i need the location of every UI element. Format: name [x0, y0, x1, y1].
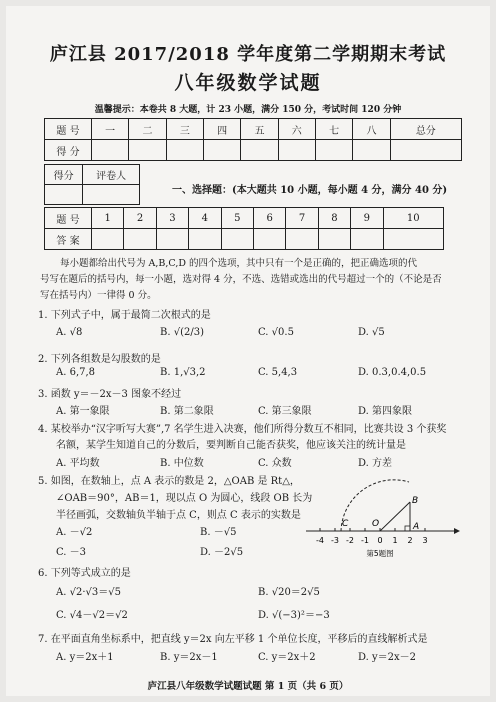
answer-cell: 1: [92, 208, 124, 229]
option[interactable]: C. 第三象限: [258, 406, 312, 417]
answer-cell: 5: [221, 208, 253, 229]
answer-table-header-row: [45, 208, 444, 229]
score-cell: 四: [203, 119, 240, 140]
score-table: [44, 118, 462, 161]
score-table-header-row: [45, 119, 462, 140]
option[interactable]: C. 5,4,3: [258, 367, 298, 378]
option[interactable]: D. 方差: [358, 458, 393, 469]
score-input-cell[interactable]: [241, 140, 278, 161]
answer-cell: 10: [383, 208, 443, 229]
score-cell: 七: [315, 119, 352, 140]
question-stem: 2. 下列各组数是勾股数的是: [38, 354, 161, 365]
answer-input-cell[interactable]: [156, 229, 188, 250]
question-stem-cont: ∠OAB＝90°，AB＝1，现以点 O 为圆心，线段 OB 长为: [56, 493, 313, 504]
option[interactable]: A. √2·√3＝√5: [56, 587, 121, 598]
option[interactable]: C. 众数: [258, 458, 292, 469]
score-input-cell[interactable]: [129, 140, 166, 161]
grader-label: 评卷人: [83, 165, 140, 185]
tick-label: -4: [316, 536, 324, 545]
answer-row-label: 答 案: [45, 229, 92, 250]
answer-input-cell[interactable]: [253, 229, 285, 250]
instruction-line: 每小题都给出代号为 A,B,C,D 的四个选项，其中只有一个是正确的，把正确选项的代: [60, 258, 417, 269]
score-input-cell[interactable]: [353, 140, 390, 161]
question-stem-cont: 半径画弧，交数轴负半轴于点 C，则点 C 表示的实数是: [56, 510, 301, 521]
option[interactable]: D. √(−3)²＝−3: [258, 610, 330, 621]
answer-cell: 2: [124, 208, 156, 229]
question-stem: 4. 某校举办“汉字听写大赛”,7 名学生进入决赛，他们所得分数互不相同，比赛共设 3 个获奖: [38, 424, 447, 435]
number-line-figure: [300, 470, 460, 560]
question-stem: 5. 如图，在数轴上，点 A 表示的数是 2，△OAB 是 Rt△，: [38, 476, 300, 487]
grader-score-label: 得分: [45, 165, 83, 185]
tick-label: 2: [407, 536, 413, 545]
tick-label: -1: [361, 536, 369, 545]
answer-input-cell[interactable]: [286, 229, 318, 250]
exam-title: 庐江县 2017/2018 学年度第二学期期末考试: [49, 44, 447, 65]
answer-cell: 题 号: [45, 208, 92, 229]
option[interactable]: A. y＝2x＋1: [56, 652, 114, 663]
right-angle-mark: [405, 526, 410, 531]
score-cell: 二: [129, 119, 166, 140]
section-title: 一、选择题：(本大题共 10 小题，每小题 4 分，满分 40 分): [172, 185, 448, 196]
score-input-cell[interactable]: [203, 140, 240, 161]
tick-label: -3: [331, 536, 339, 545]
answer-input-cell[interactable]: [318, 229, 350, 250]
score-cell: 六: [278, 119, 315, 140]
label-b: B: [412, 496, 419, 506]
option[interactable]: B. －√5: [200, 527, 237, 538]
score-row-label: 得 分: [45, 140, 92, 161]
instruction-line: 号写在题后的括号内，每一小题，选对得 4 分，不选、选错或选出的代号超过一个的（不论是否: [40, 274, 442, 285]
answer-input-cell[interactable]: [124, 229, 156, 250]
page-footer: 庐江县八年级数学试题试题 第 1 页（共 6 页）: [147, 681, 349, 692]
option[interactable]: B. 1,√3,2: [160, 367, 206, 378]
option[interactable]: B. 中位数: [160, 458, 204, 469]
option[interactable]: A. 平均数: [56, 458, 100, 469]
question-stem-cont: 名额，某学生知道自己的分数后，要判断自己能否获奖，他应该关注的统计量是: [56, 440, 406, 451]
option[interactable]: C. y＝2x＋2: [258, 652, 316, 663]
answer-input-cell[interactable]: [383, 229, 443, 250]
score-cell: 一: [92, 119, 129, 140]
answer-input-cell[interactable]: [351, 229, 383, 250]
label-c: C: [342, 519, 349, 529]
score-table-score-row: [45, 140, 462, 161]
answer-input-cell[interactable]: [189, 229, 221, 250]
option[interactable]: D. －2√5: [200, 547, 244, 558]
segment-ob: [380, 502, 410, 531]
option[interactable]: D. y＝2x－2: [358, 652, 417, 663]
figure-caption: 第5题图: [366, 549, 394, 558]
grader-score-input[interactable]: [45, 185, 83, 205]
option[interactable]: B. √(2/3): [160, 327, 204, 338]
tick-label: 1: [392, 536, 398, 545]
score-input-cell[interactable]: [390, 140, 461, 161]
exam-subtitle: 八年级数学试题: [174, 72, 322, 94]
answer-cell: 4: [189, 208, 221, 229]
score-input-cell[interactable]: [166, 140, 203, 161]
score-cell: 八: [353, 119, 390, 140]
answer-table: [44, 207, 444, 250]
option[interactable]: B. √20＝2√5: [258, 587, 320, 598]
option[interactable]: C. －3: [56, 547, 87, 558]
score-cell: 三: [166, 119, 203, 140]
tick-label: 3: [422, 536, 428, 545]
score-cell: 总分: [390, 119, 461, 140]
option[interactable]: D. 第四象限: [358, 406, 413, 417]
option[interactable]: C. √0.5: [258, 327, 294, 338]
question-stem: 1. 下列式子中，属于最简二次根式的是: [38, 310, 211, 321]
label-o: O: [372, 519, 380, 529]
tick-label: -2: [346, 536, 354, 545]
option[interactable]: D. √5: [358, 327, 385, 338]
label-a: A: [413, 522, 420, 532]
answer-cell: 8: [318, 208, 350, 229]
score-input-cell[interactable]: [92, 140, 129, 161]
option[interactable]: A. 第一象限: [56, 406, 110, 417]
score-cell: 五: [241, 119, 278, 140]
answer-table-answer-row: [45, 229, 444, 250]
grader-name-input[interactable]: [83, 185, 140, 205]
answer-cell: 3: [156, 208, 188, 229]
question-stem: 7. 在平面直角坐标系中，把直线 y＝2x 向左平移 1 个单位长度，平移后的直线解析式是: [38, 634, 428, 645]
option[interactable]: B. 第二象限: [160, 406, 214, 417]
question-stem: 3. 函数 y＝－2x－3 图象不经过: [38, 389, 182, 400]
score-input-cell[interactable]: [278, 140, 315, 161]
option[interactable]: C. √4－√2＝√2: [56, 610, 128, 621]
option[interactable]: D. 0.3,0.4,0.5: [358, 367, 427, 378]
tick-label: 0: [377, 536, 383, 545]
answer-input-cell[interactable]: [221, 229, 253, 250]
option[interactable]: A. √8: [56, 327, 83, 338]
score-cell: 题 号: [45, 119, 92, 140]
instruction-line: 写在括号内）一律得 0 分。: [40, 290, 157, 301]
option[interactable]: A. 6,7,8: [56, 367, 96, 378]
score-input-cell[interactable]: [315, 140, 352, 161]
answer-cell: 9: [351, 208, 383, 229]
answer-cell: 6: [253, 208, 285, 229]
grader-box: [44, 164, 140, 205]
option[interactable]: B. y＝2x－1: [160, 652, 218, 663]
question-stem: 6. 下列等式成立的是: [38, 568, 131, 579]
answer-cell: 7: [286, 208, 318, 229]
axis-arrow-icon: [454, 528, 460, 534]
answer-input-cell[interactable]: [92, 229, 124, 250]
exam-tip: 温馨提示：本卷共 8 大题，计 23 小题，满分 150 分，考试时间 120 分钟: [94, 105, 402, 115]
option[interactable]: A. －√2: [56, 527, 93, 538]
